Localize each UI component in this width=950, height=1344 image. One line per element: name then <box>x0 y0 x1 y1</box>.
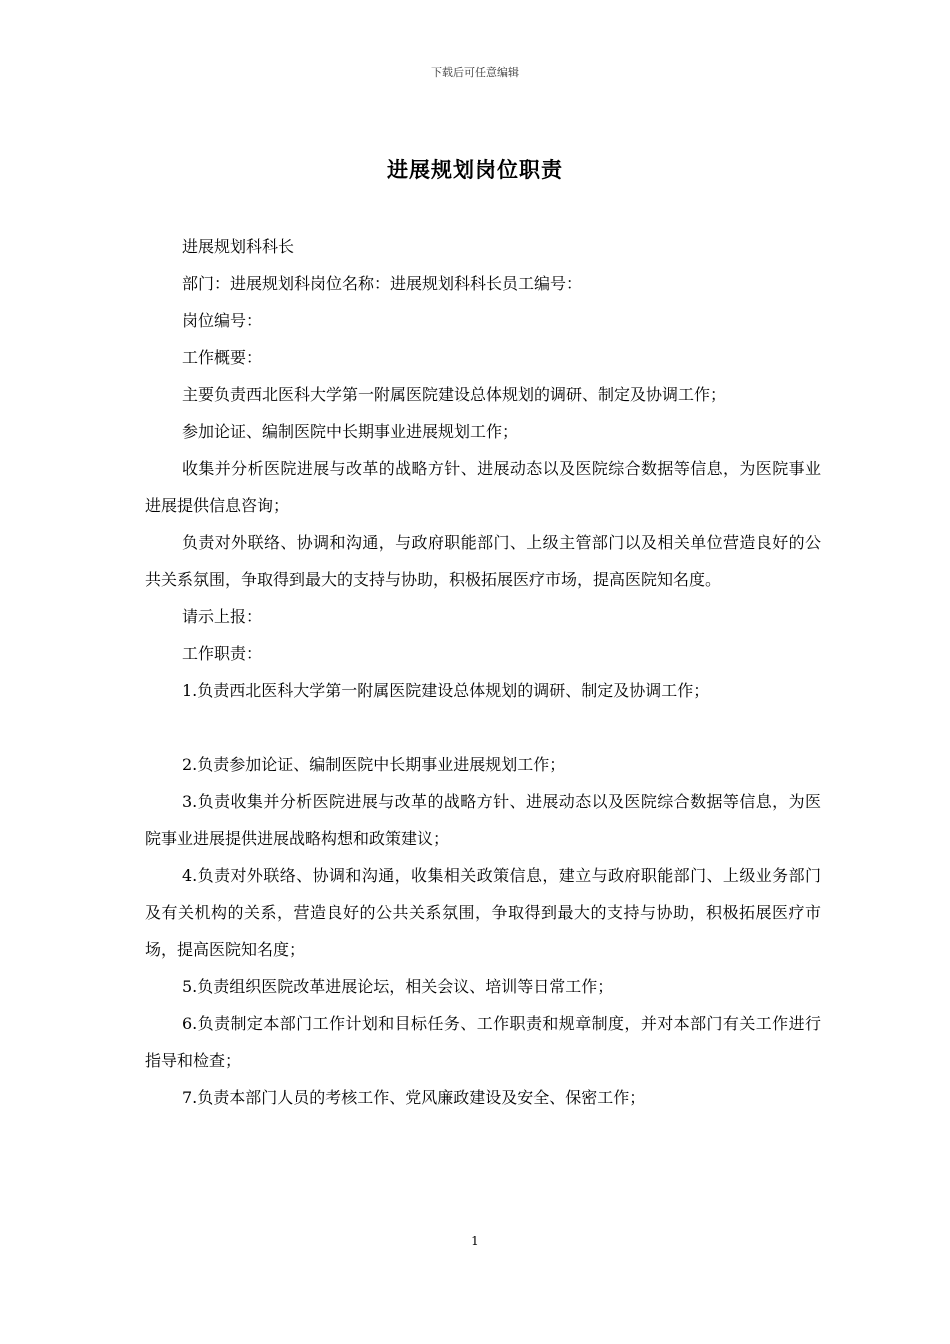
paragraph-summary-heading: 工作概要： <box>182 348 263 367</box>
duty-item-6: 6.负责制定本部门工作计划和目标任务、工作职责和规章制度，并对本部门有关工作进行指导和检查； <box>145 1014 821 1070</box>
paragraph-summary-4: 负责对外联络、协调和沟通，与政府职能部门、上级主管部门以及相关单位营造良好的公共关系氛围，争取得到最大的支持与协助，积极拓展医疗市场，提高医院知名度。 <box>145 533 821 589</box>
paragraph-summary-3: 收集并分析医院进展与改革的战略方针、进展动态以及医院综合数据等信息，为医院事业进展提供信息咨询； <box>145 459 821 515</box>
paragraph-department: 部门：进展规划科岗位名称：进展规划科科长员工编号： <box>182 274 583 293</box>
duty-item-1: 1.负责西北医科大学第一附属医院建设总体规划的调研、制定及协调工作； <box>182 681 710 700</box>
duty-item-7: 7.负责本部门人员的考核工作、党风廉政建设及安全、保密工作； <box>182 1088 646 1107</box>
header-note: 下载后可任意编辑 <box>431 66 519 79</box>
duty-item-4: 4.负责对外联络、协调和沟通，收集相关政策信息，建立与政府职能部门、上级业务部门及有关机构的关系，营造良好的公共关系氛围，争取得到最大的支持与协助，积极拓展医疗市场，提高医院知名度； <box>145 866 821 959</box>
duty-item-3: 3.负责收集并分析医院进展与改革的战略方针、进展动态以及医院综合数据等信息，为医院事业进展提供进展战略构想和政策建议； <box>145 792 821 848</box>
paragraph-summary-2: 参加论证、编制医院中长期事业进展规划工作； <box>182 422 519 441</box>
document-body <box>145 228 821 1116</box>
paragraph-summary-1: 主要负责西北医科大学第一附属医院建设总体规划的调研、制定及协调工作； <box>182 385 727 404</box>
document-title: 进展规划岗位职责 <box>387 157 563 182</box>
paragraph-report-to: 请示上报： <box>182 607 263 626</box>
paragraph-position-name: 进展规划科科长 <box>182 237 295 256</box>
paragraph-duties-heading: 工作职责： <box>182 644 263 663</box>
page-number: 1 <box>471 1234 479 1248</box>
duty-item-5: 5.负责组织医院改革进展论坛，相关会议、培训等日常工作； <box>182 977 614 996</box>
blank-line <box>145 709 821 746</box>
paragraph-post-number: 岗位编号： <box>182 311 263 330</box>
duty-item-2: 2.负责参加论证、编制医院中长期事业进展规划工作； <box>182 755 566 774</box>
